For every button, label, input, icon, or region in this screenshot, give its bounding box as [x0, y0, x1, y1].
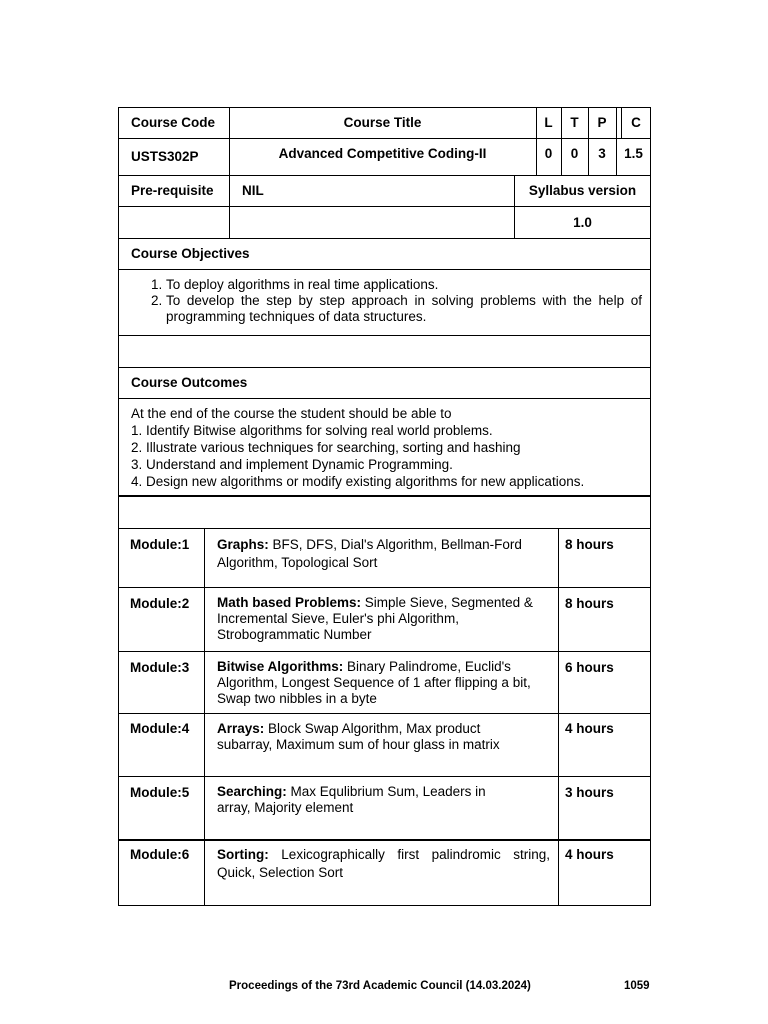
objectives-heading: Course Objectives	[131, 246, 250, 261]
t-header: T	[570, 115, 579, 130]
l-header: L	[544, 115, 553, 130]
syllabus-version-label: Syllabus version	[528, 183, 637, 198]
outcomes-intro: At the end of the course the student should be able to	[131, 406, 452, 421]
module-1-label: Module:1	[130, 537, 190, 552]
module-2-description	[217, 595, 553, 643]
objective-item: 1. To deploy algorithms in real time applications.	[166, 277, 642, 293]
module-3-label: Module:3	[130, 660, 190, 675]
p-header: P	[597, 115, 607, 130]
module-3-topic: Bitwise Algorithms:	[217, 659, 344, 674]
outcomes-heading: Course Outcomes	[131, 375, 248, 390]
module-4-content: Block Swap Algorithm, Max product subarray, Maximum sum of hour glass in matrix	[217, 721, 500, 752]
module-5-label: Module:5	[130, 785, 190, 800]
course-title: Advanced Competitive Coding-II	[278, 146, 487, 161]
module-4-label: Module:4	[130, 721, 190, 736]
c-value: 1.5	[624, 146, 643, 161]
module-5-description	[217, 784, 517, 816]
module-1-description	[217, 536, 552, 572]
module-6-description	[217, 846, 550, 882]
module-1-topic: Graphs:	[217, 537, 269, 552]
module-6-content: Lexicographically first palindromic string, Quick, Selection Sort	[217, 847, 550, 880]
module-3-hours: 6 hours	[565, 660, 614, 675]
syllabus-version-value: 1.0	[573, 214, 592, 230]
module-2-content: Simple Sieve, Segmented & Incremental Sieve, Euler's phi Algorithm, Strobogrammatic Number	[217, 595, 533, 642]
module-6-label: Module:6	[130, 847, 190, 862]
footer-page-number: 1059	[624, 980, 650, 992]
module-2-topic: Math based Problems:	[217, 595, 362, 610]
t-value: 0	[570, 146, 579, 161]
p-value: 3	[598, 146, 606, 161]
module-4-topic: Arrays:	[217, 721, 265, 736]
course-title-header: Course Title	[343, 115, 422, 130]
l-value: 0	[544, 146, 553, 161]
module-3-content: Binary Palindrome, Euclid's Algorithm, Longest Sequence of 1 after flipping a bit, Swap two nibbles in a byte	[217, 659, 531, 706]
module-5-content: Max Equlibrium Sum, Leaders in array, Majority element	[217, 784, 486, 815]
course-code: USTS302P	[131, 149, 199, 164]
outcome-item: 4. Design new algorithms or modify existing algorithms for new applications.	[131, 474, 585, 489]
outcome-item: 3. Understand and implement Dynamic Programming.	[131, 457, 453, 472]
outcome-item: 1. Identify Bitwise algorithms for solving real world problems.	[131, 423, 493, 438]
outcome-item: 2. Illustrate various techniques for searching, sorting and hashing	[131, 440, 521, 455]
module-1-content: BFS, DFS, Dial's Algorithm, Bellman-Ford Algorithm, Topological Sort	[217, 537, 522, 570]
objective-item: 2. To develop the step by step approach in solving problems with the help of programming techniques of data structures.	[166, 293, 642, 325]
module-4-hours: 4 hours	[565, 721, 614, 736]
module-5-hours: 3 hours	[565, 785, 614, 800]
module-4-description	[217, 721, 517, 753]
module-5-topic: Searching:	[217, 784, 287, 799]
footer-proceedings: Proceedings of the 73rd Academic Council (14.03.2024)	[229, 980, 531, 992]
outcomes-list	[131, 405, 646, 490]
module-6-topic: Sorting:	[217, 847, 269, 862]
prerequisite-value: NIL	[242, 183, 264, 198]
module-2-label: Module:2	[130, 596, 190, 611]
objectives-list	[132, 277, 642, 325]
module-3-description	[217, 659, 553, 707]
module-2-hours: 8 hours	[565, 596, 614, 611]
course-code-header: Course Code	[131, 115, 216, 130]
module-1-hours: 8 hours	[565, 537, 614, 552]
module-6-hours: 4 hours	[565, 847, 614, 862]
prerequisite-label: Pre-requisite	[131, 183, 214, 198]
c-header: C	[631, 115, 641, 130]
